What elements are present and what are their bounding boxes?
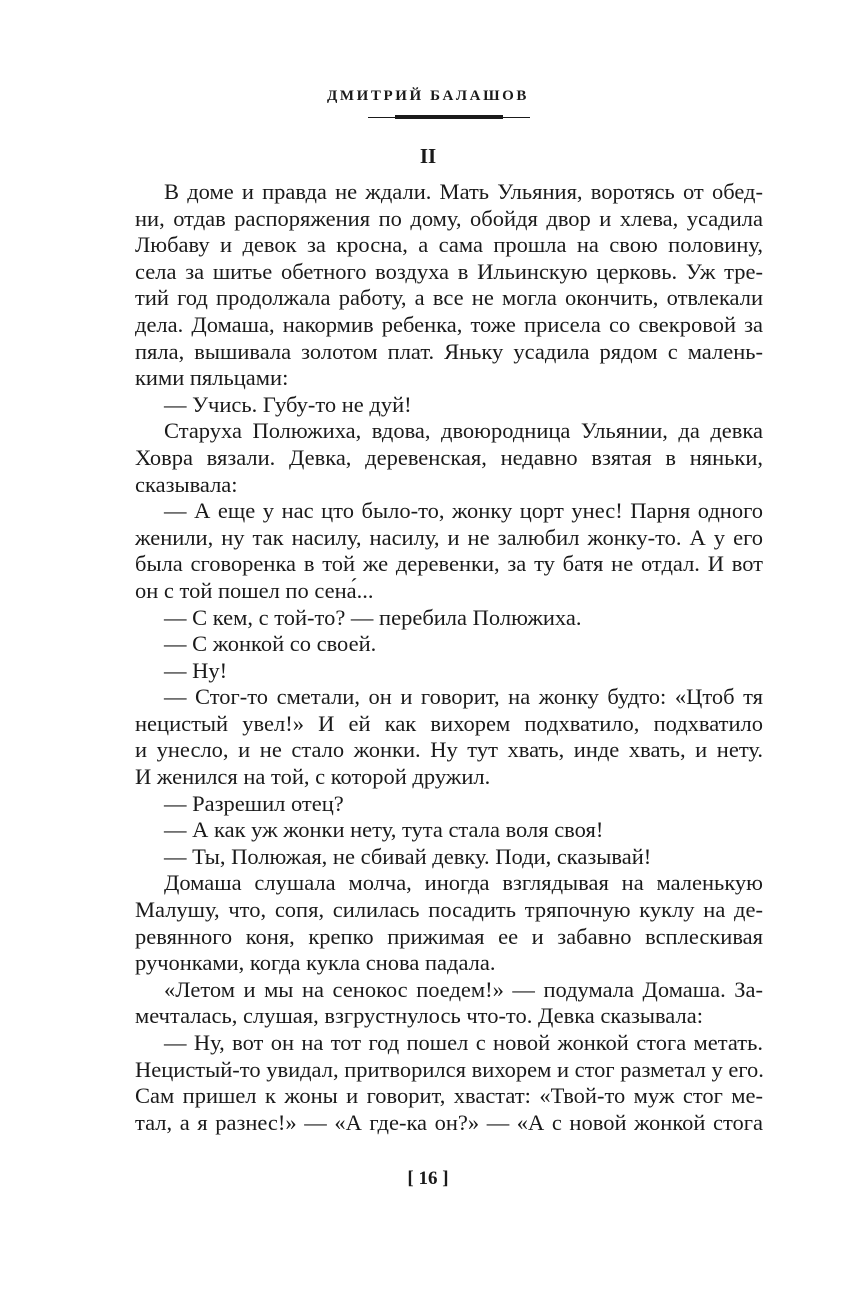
text-line: дела. Домаша, накормив ребенка, тоже присела со свекровой за	[135, 311, 763, 337]
text-line: тал, а я разнес!» — «А где-ка он?» — «А с новой жонкой стога	[135, 1109, 763, 1135]
text-line: — Ну, вот он на тот год пошел с новой жонкой стога метать.	[164, 1030, 763, 1055]
text-line: и унесло, и не стало жонки. Ну тут хвать, инде хвать, и нету.	[135, 737, 763, 763]
text-line: — А еще у нас цто было-то, жонку цорт унес! Парня одного	[164, 498, 763, 524]
chapter-number: II	[419, 144, 437, 168]
text-line: Нецистый-то увидал, притворился вихорем и стог разметал у его.	[135, 1056, 764, 1082]
text-line: он с той пошел по сена́...	[135, 577, 374, 603]
text-line: Старуха Полюжиха, вдова, двоюродница Ульянии, да девка	[164, 418, 763, 444]
text-line: — С жонкой со своей.	[164, 631, 377, 657]
text-line: И женился на той, с которой дружил.	[135, 764, 491, 790]
text-line: В доме и правда не ждали. Мать Ульяния, воротясь от обед-	[164, 179, 763, 204]
text-line: — Ну!	[164, 657, 228, 683]
text-line: ревянного коня, крепко прижимая ее и забавно всплескивая	[135, 923, 763, 949]
text-line: — Стог-то сметали, он и говорит, на жонку будто: «Цтоб тя	[164, 684, 763, 710]
text-line: женили, ну так насилу, насилу, и не залюбил жонку-то. А у его	[135, 524, 763, 550]
text-line: Сам пришел к жоны и говорит, хвастат: «Твой-то муж стог ме-	[135, 1083, 763, 1109]
text-line: Домаша слушала молча, иногда взглядывая на маленькую	[164, 870, 763, 896]
text-line: — С кем, с той-то? — перебила Полюжиха.	[164, 604, 582, 630]
text-line: — Ты, Полюжая, не сбивай девку. Поди, сказывай!	[164, 843, 652, 869]
text-line: села за шитье обетного воздуха в Ильинскую церковь. Уж тре-	[135, 258, 763, 284]
text-line: нецистый увел!» И ей как вихорем подхватило, подхватило	[135, 710, 763, 736]
text-line: была сговоренка в той же деревенки, за ту батя не отдал. И вот	[135, 551, 763, 577]
body-text	[135, 179, 763, 1136]
page-number: [ 16 ]	[407, 1168, 449, 1189]
text-line: ручонками, когда кукла снова падала.	[135, 950, 496, 976]
running-header-author: ДМИТРИЙ БАЛАШОВ	[326, 88, 530, 104]
header-rule-thick	[395, 115, 503, 119]
text-line: пяла, вышивала золотом плат. Яньку усадила рядом с малень-	[135, 338, 763, 364]
text-line: «Летом и мы на сенокос поедем!» — подумала Домаша. За-	[164, 976, 763, 1002]
text-line: Ховра вязали. Девка, деревенская, недавно взятая в няньки,	[135, 444, 763, 470]
text-line: — А как уж жонки нету, тута стала воля своя!	[164, 817, 604, 843]
text-line: Малушу, что, сопя, силилась посадить тряпочную куклу на де-	[135, 897, 763, 923]
text-line: — Учись. Губу-то не дуй!	[164, 391, 412, 417]
text-line: кими пяльцами:	[135, 365, 289, 391]
text-line: мечталась, слушая, взгрустнулось что-то. Девка сказывала:	[135, 1003, 703, 1029]
text-line: тий год продолжала работу, а все не могла окончить, отвлекали	[135, 285, 763, 311]
text-line: — Разрешил отец?	[164, 790, 344, 816]
text-line: ни, отдав распоряжения по дому, обойдя двор и хлева, усадила	[135, 205, 763, 231]
text-line: сказывала:	[135, 471, 238, 497]
text-line: Любаву и девок за кросна, а сама прошла на свою половину,	[135, 232, 763, 258]
